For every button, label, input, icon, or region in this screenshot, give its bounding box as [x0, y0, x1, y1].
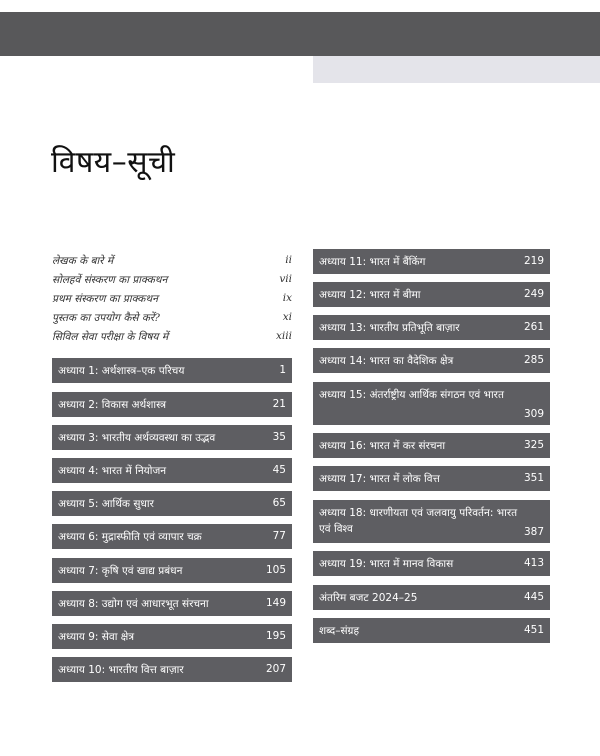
front-matter-page: ix	[282, 292, 292, 304]
chapter-page: 219	[523, 255, 544, 267]
front-matter-label: सिविल सेवा परीक्षा के विषय में	[52, 331, 169, 343]
chapter-entry[interactable]	[52, 491, 292, 516]
chapter-entry[interactable]	[52, 524, 292, 549]
chapter-entry[interactable]	[52, 591, 292, 616]
chapter-page: 77	[272, 530, 286, 542]
chapter-entry[interactable]	[313, 382, 550, 425]
front-matter-list	[52, 252, 292, 347]
chapter-label: अध्याय 4: भारत में नियोजन	[58, 465, 167, 477]
front-matter-page: xiii	[276, 330, 292, 342]
chapter-page: 249	[523, 288, 544, 300]
chapter-label: अध्याय 1: अर्थशास्त्र–एक परिचय	[58, 365, 185, 377]
chapter-entry[interactable]	[52, 458, 292, 483]
front-matter-item[interactable]	[52, 328, 292, 347]
chapter-label: अध्याय 18: धारणीयता एवं जलवायु परिवर्तन: भारत एवं विश्व	[319, 507, 518, 535]
front-matter-page: ii	[285, 254, 292, 266]
chapter-page: 285	[523, 354, 544, 366]
front-matter-label: पुस्तक का उपयोग कैसे करें?	[52, 312, 160, 324]
chapter-label: अध्याय 15: अंतर्राष्ट्रीय आर्थिक संगठन एवं भारत	[319, 389, 504, 401]
chapter-page: 195	[265, 630, 286, 642]
chapter-label: अध्याय 19: भारत में मानव विकास	[319, 558, 454, 570]
chapter-entry[interactable]	[313, 282, 550, 307]
chapter-entry[interactable]	[52, 392, 292, 417]
front-matter-item[interactable]	[52, 252, 292, 271]
chapter-label: अध्याय 5: आर्थिक सुधार	[58, 498, 154, 510]
header-band	[0, 12, 600, 56]
chapter-page: 65	[272, 497, 286, 509]
chapter-entry[interactable]	[52, 657, 292, 682]
chapter-entry[interactable]	[52, 358, 292, 383]
chapter-entry[interactable]	[52, 425, 292, 450]
chapter-page: 451	[523, 624, 544, 636]
header-subband	[313, 56, 600, 83]
chapter-page: 45	[272, 464, 286, 476]
chapter-page: 1	[279, 364, 286, 376]
front-matter-item[interactable]	[52, 309, 292, 328]
chapter-entry[interactable]	[313, 466, 550, 491]
chapter-entry[interactable]	[313, 585, 550, 610]
chapter-page: 351	[523, 472, 544, 484]
chapter-label: अध्याय 10: भारतीय वित्त बाज़ार	[58, 664, 184, 676]
chapter-page: 325	[523, 439, 544, 451]
chapter-page: 207	[265, 663, 286, 675]
front-matter-item[interactable]	[52, 290, 292, 309]
chapter-label: अध्याय 13: भारतीय प्रतिभूति बाज़ार	[319, 322, 460, 334]
chapter-label: अध्याय 3: भारतीय अर्थव्यवस्था का उद्भव	[58, 432, 216, 444]
chapter-page: 35	[272, 431, 286, 443]
front-matter-label: प्रथम संस्करण का प्राक्कथन	[52, 293, 158, 305]
chapter-entry[interactable]	[313, 551, 550, 576]
chapter-label: अध्याय 9: सेवा क्षेत्र	[58, 631, 135, 643]
chapter-page: 21	[272, 398, 286, 410]
chapter-label: अध्याय 7: कृषि एवं खाद्य प्रबंधन	[58, 565, 183, 577]
front-matter-label: सोलहवें संस्करण का प्राक्कथन	[52, 274, 168, 286]
front-matter-page: xi	[282, 311, 292, 323]
chapter-entry[interactable]	[52, 624, 292, 649]
chapter-label: अध्याय 6: मुद्रास्फीति एवं व्यापार चक्र	[58, 531, 202, 543]
chapter-label: अध्याय 12: भारत में बीमा	[319, 289, 421, 301]
chapter-page: 445	[523, 591, 544, 603]
chapter-page: 261	[523, 321, 544, 333]
chapter-entry[interactable]	[313, 315, 550, 340]
page-title: विषय–सूची	[51, 145, 176, 180]
chapter-label: अध्याय 17: भारत में लोक वित्त	[319, 473, 440, 485]
chapter-label: अध्याय 8: उद्योग एवं आधारभूत संरचना	[58, 598, 209, 610]
chapter-label: अध्याय 14: भारत का वैदेशिक क्षेत्र	[319, 355, 454, 367]
chapter-entry[interactable]	[313, 618, 550, 643]
chapter-entry[interactable]	[52, 558, 292, 583]
chapter-entry[interactable]	[313, 348, 550, 373]
chapter-page: 149	[265, 597, 286, 609]
chapter-entry[interactable]	[313, 433, 550, 458]
chapter-entry[interactable]	[313, 249, 550, 274]
chapter-label: अध्याय 16: भारत में कर संरचना	[319, 440, 446, 452]
chapter-entry[interactable]	[313, 500, 550, 543]
chapter-label: शब्द–संग्रह	[319, 625, 360, 637]
front-matter-page: vii	[279, 273, 292, 285]
chapter-label: अध्याय 11: भारत में बैंकिंग	[319, 256, 426, 268]
chapter-page: 309	[523, 408, 544, 420]
chapter-label: अध्याय 2: विकास अर्थशास्त्र	[58, 399, 167, 411]
chapter-label: अंतरिम बजट 2024–25	[319, 592, 418, 604]
chapter-page: 105	[265, 564, 286, 576]
front-matter-label: लेखक के बारे में	[52, 255, 114, 267]
chapter-page: 413	[523, 557, 544, 569]
chapter-page: 387	[523, 526, 544, 538]
front-matter-item[interactable]	[52, 271, 292, 290]
